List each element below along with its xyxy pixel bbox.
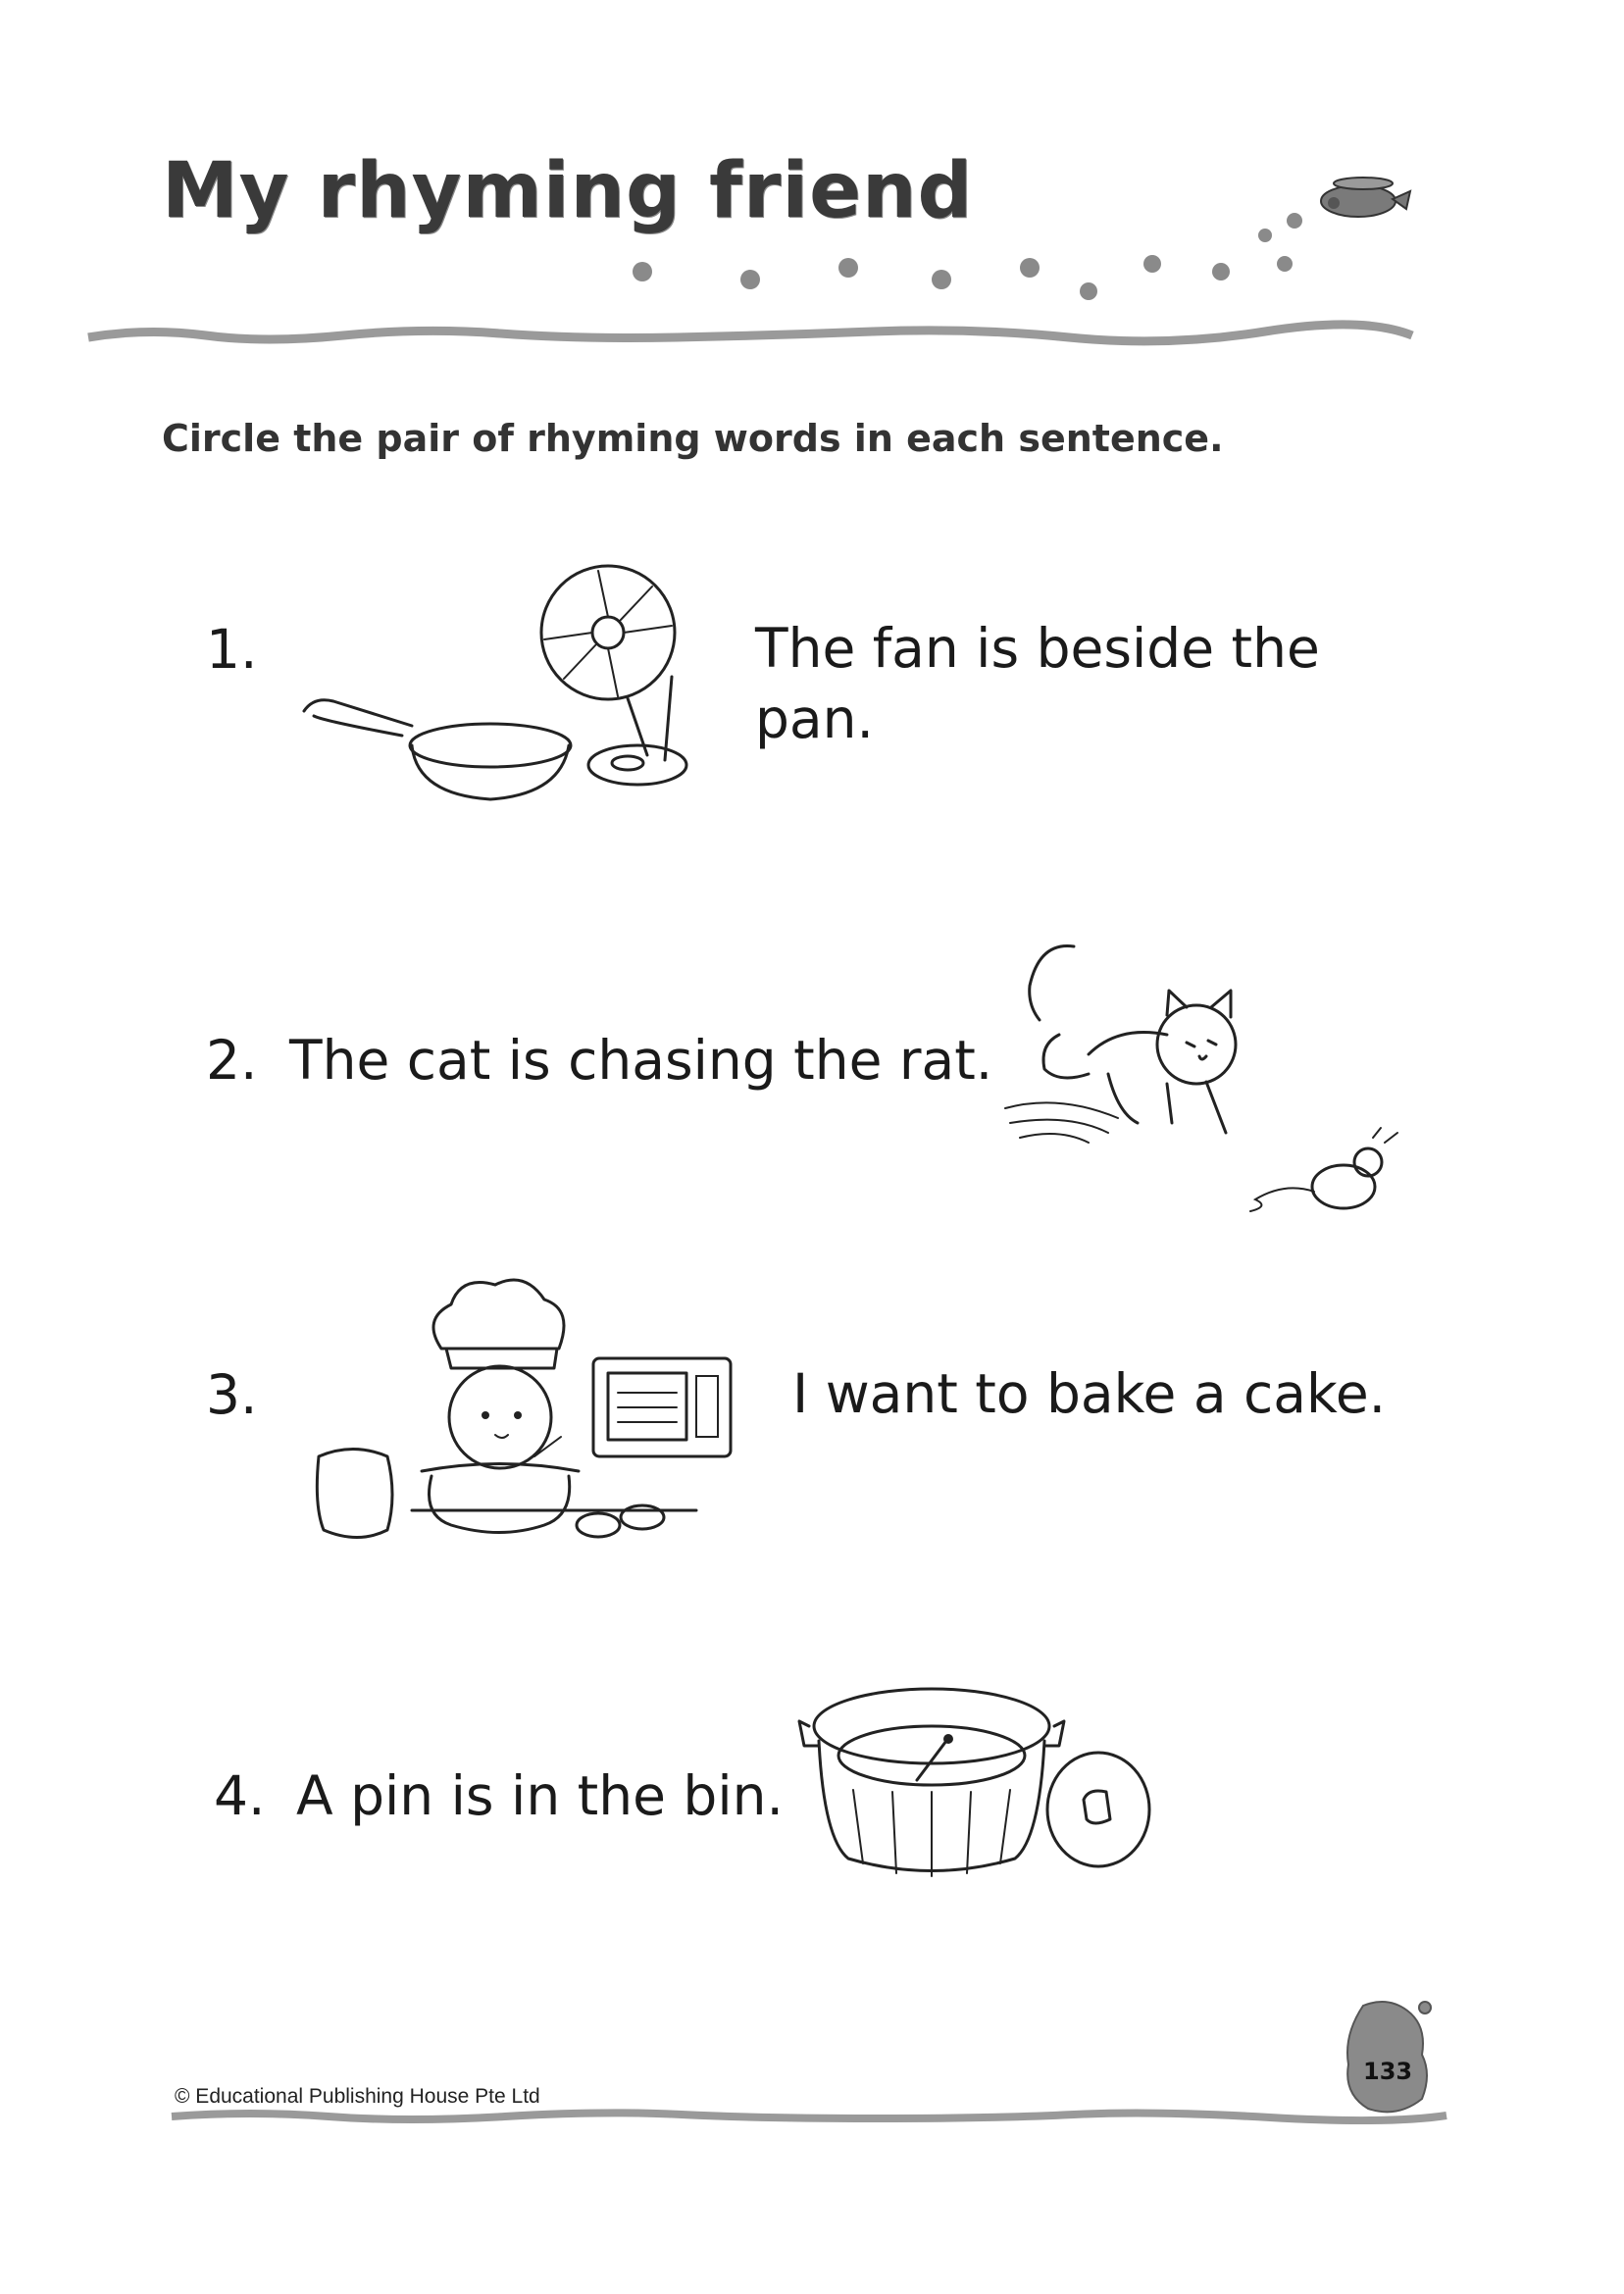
item-sentence: The cat is chasing the rat. [289,1029,993,1092]
item-sentence: A pin is in the bin. [296,1764,784,1827]
fan-and-pan-illustration [294,559,716,824]
bin-and-pin-illustration [794,1672,1157,1888]
instruction-text: Circle the pair of rhyming words in each sentence. [162,417,1224,460]
item-number: 3. [206,1363,258,1426]
flower-trail-decoration [618,211,1304,299]
item-sentence: The fan is beside the pan. [755,617,1320,750]
cat-and-rat-illustration [1000,937,1412,1231]
top-divider [88,324,1412,347]
item-number: 1. [206,618,258,681]
page-title: My rhyming friend [162,147,974,235]
item-sentence: I want to bake a cake. [792,1362,1387,1425]
bottom-divider [172,2107,1446,2126]
copyright-footer: © Educational Publishing House Pte Ltd [175,2085,540,2108]
chef-baking-illustration [304,1260,745,1564]
item-sentence-2-number: 2. [206,1029,258,1092]
item-sentence-4-number: 4. [214,1764,266,1827]
page-number: 133 [1363,2058,1413,2085]
airplane-icon [1304,162,1412,240]
